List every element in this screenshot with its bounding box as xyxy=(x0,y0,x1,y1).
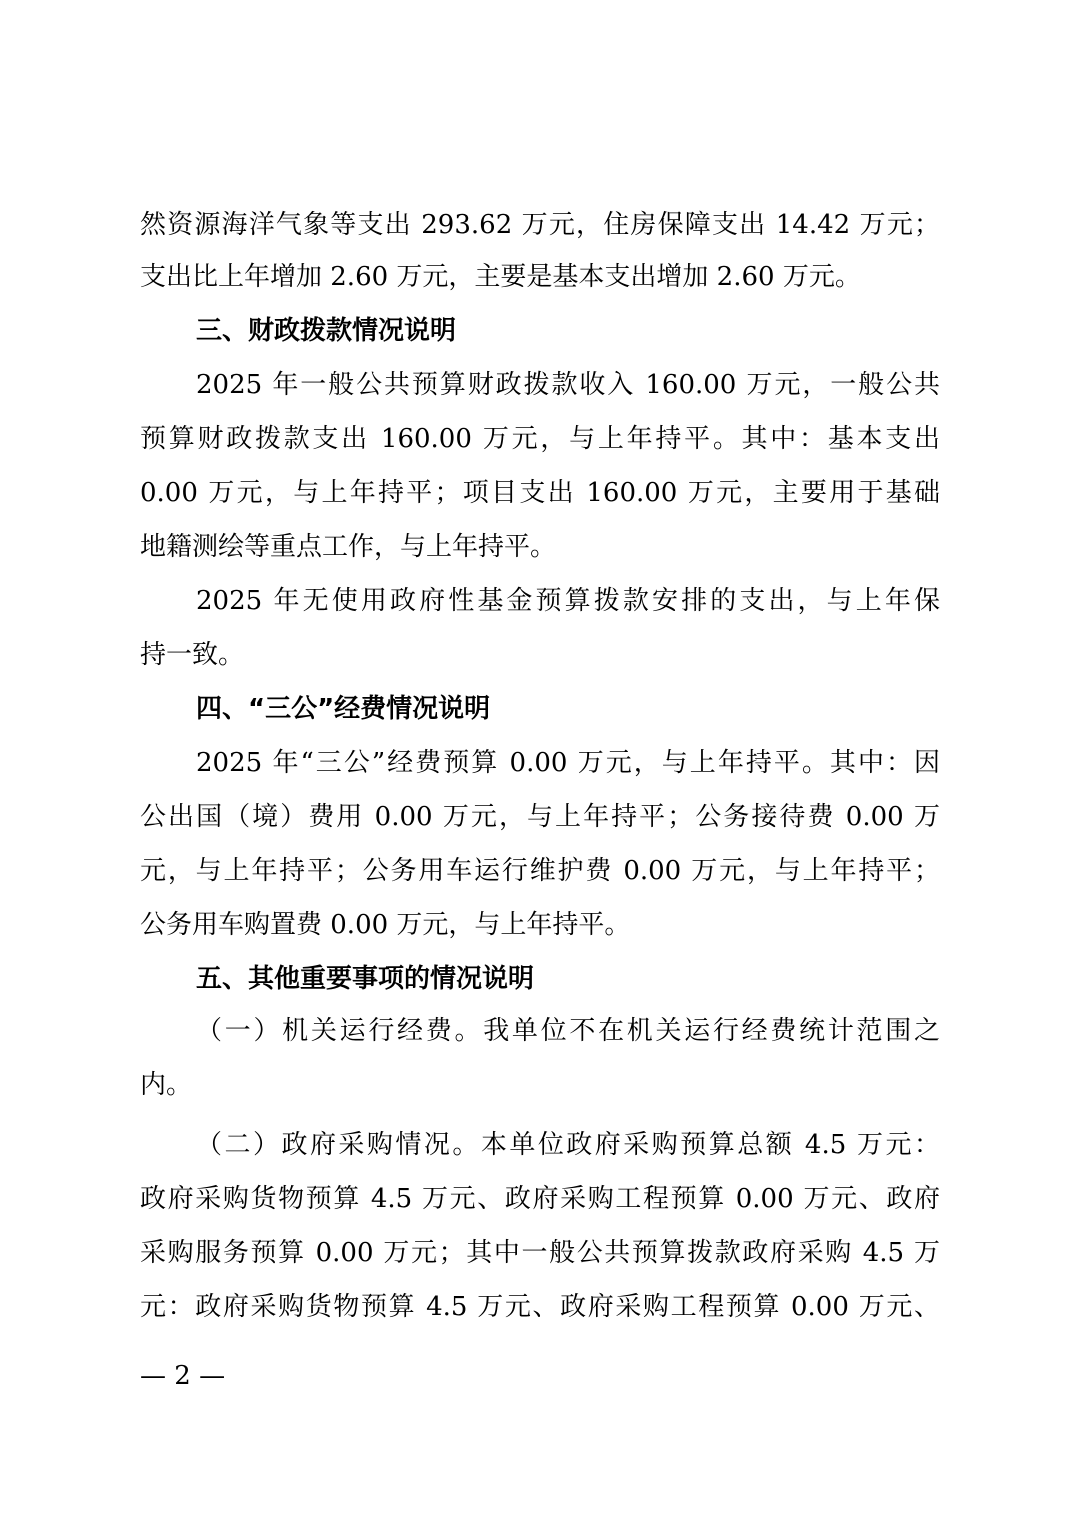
text-line: 元，与上年持平；公务用车运行维护费 0.00 万元，与上年持平； xyxy=(140,856,940,886)
text-line: 地籍测绘等重点工作，与上年持平。 xyxy=(140,532,557,562)
page-number: — 2 — xyxy=(140,1361,226,1391)
section-heading: 三、财政拨款情况说明 xyxy=(196,316,457,346)
text-line: （一）机关运行经费。我单位不在机关运行经费统计范围之 xyxy=(196,1016,940,1046)
text-line: 公务用车购置费 0.00 万元，与上年持平。 xyxy=(140,910,631,940)
section-heading: 四、“三公”经费情况说明 xyxy=(196,694,491,724)
text-line: 元：政府采购货物预算 4.5 万元、政府采购工程预算 0.00 万元、 xyxy=(140,1292,940,1322)
text-line: 2025 年无使用政府性基金预算拨款安排的支出，与上年保 xyxy=(196,586,940,616)
text-line: 内。 xyxy=(140,1070,193,1100)
text-line: 采购服务预算 0.00 万元；其中一般公共预算拨款政府采购 4.5 万 xyxy=(140,1238,940,1268)
text-line: 然资源海洋气象等支出 293.62 万元，住房保障支出 14.42 万元； xyxy=(140,210,940,240)
text-line: 持一致。 xyxy=(140,640,245,670)
text-line: （二）政府采购情况。本单位政府采购预算总额 4.5 万元： xyxy=(196,1130,940,1160)
text-line: 支出比上年增加 2.60 万元，主要是基本支出增加 2.60 万元。 xyxy=(140,262,861,292)
text-line: 2025 年“三公”经费预算 0.00 万元，与上年持平。其中：因 xyxy=(196,748,940,778)
text-line: 预算财政拨款支出 160.00 万元，与上年持平。其中：基本支出 xyxy=(140,424,940,454)
text-line: 政府采购货物预算 4.5 万元、政府采购工程预算 0.00 万元、政府 xyxy=(140,1184,940,1214)
text-line: 2025 年一般公共预算财政拨款收入 160.00 万元，一般公共 xyxy=(196,370,940,400)
text-line: 公出国（境）费用 0.00 万元，与上年持平；公务接待费 0.00 万 xyxy=(140,802,940,832)
section-heading: 五、其他重要事项的情况说明 xyxy=(196,964,535,994)
text-line: 0.00 万元，与上年持平；项目支出 160.00 万元，主要用于基础 xyxy=(140,478,940,508)
